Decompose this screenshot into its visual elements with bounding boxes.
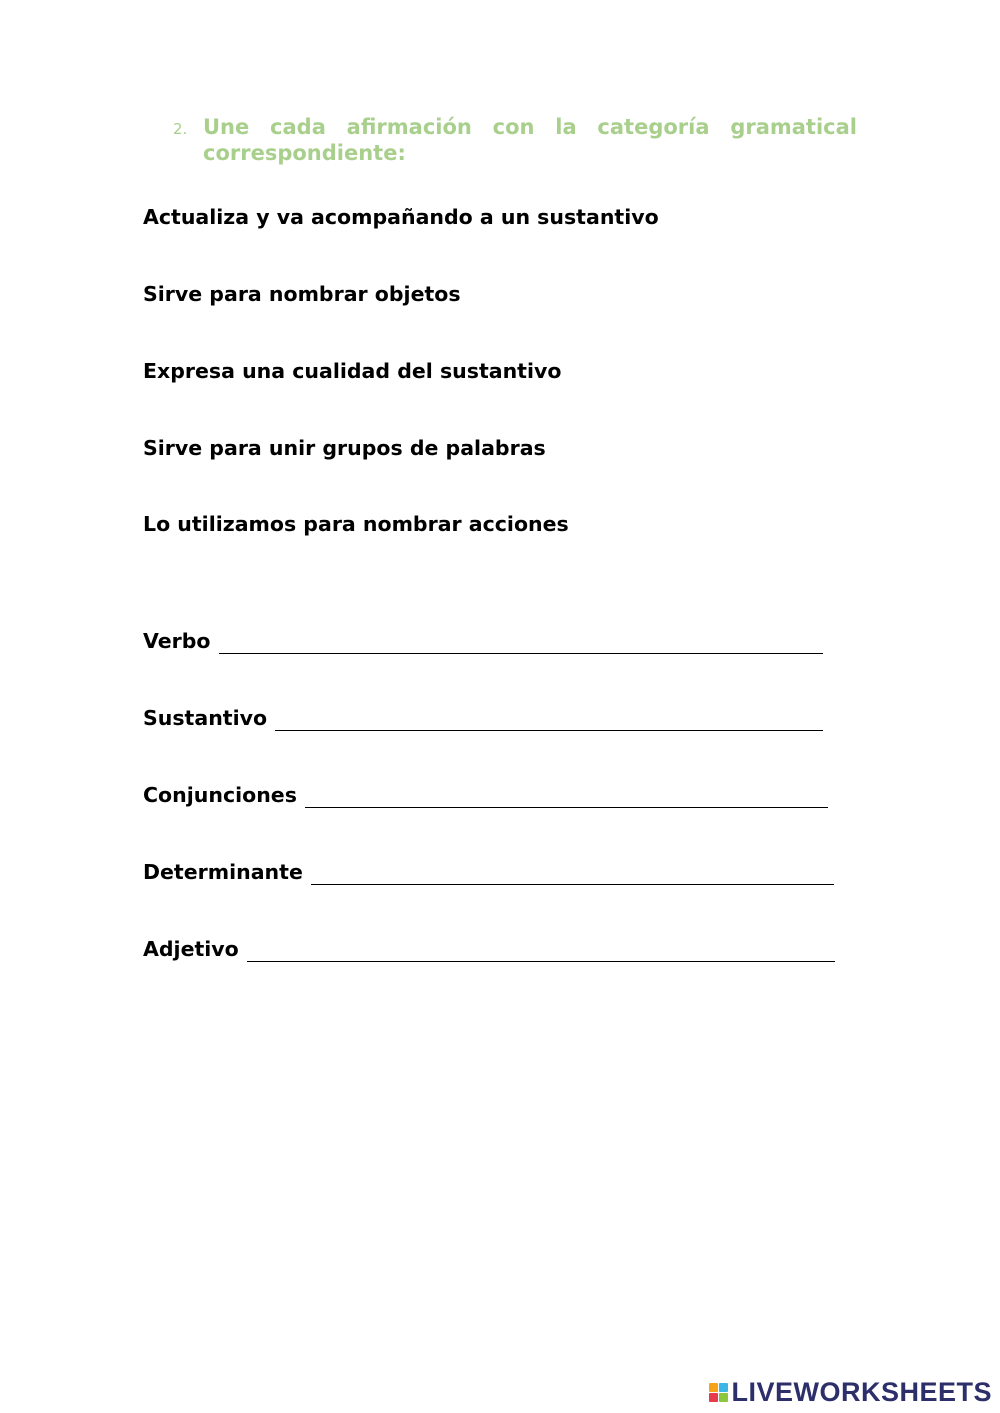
liveworksheets-logo[interactable] [709,1377,992,1408]
answer-field-verbo[interactable] [219,631,823,654]
logo-blocks-icon [709,1383,728,1402]
instruction-heading [173,114,857,166]
answer-field-sustantivo[interactable] [275,708,823,731]
answer-label-adjetivo: Adjetivo [143,937,239,961]
answer-label-conjunciones: Conjunciones [143,783,297,807]
answer-field-determinante[interactable] [311,862,834,885]
answer-field-adjetivo[interactable] [247,939,835,962]
answer-label-verbo: Verbo [143,629,211,653]
answer-field-conjunciones[interactable] [305,785,828,808]
answer-label-determinante: Determinante [143,860,303,884]
answer-row-determinante [143,855,834,885]
statement-1: Actualiza y va acompañando a un sustantivo [143,205,659,229]
answer-row-adjetivo [143,932,835,962]
statement-4: Sirve para unir grupos de palabras [143,436,546,460]
instruction-text: Une cada afirmación con la categoría gramatical correspondiente: [203,115,857,165]
statement-5: Lo utilizamos para nombrar acciones [143,512,569,536]
statement-2: Sirve para nombrar objetos [143,282,461,306]
logo-text: LIVEWORKSHEETS [731,1377,992,1407]
answer-row-conjunciones [143,778,828,808]
statement-3: Expresa una cualidad del sustantivo [143,359,562,383]
answer-row-verbo [143,624,823,654]
answer-row-sustantivo [143,701,823,731]
answer-label-sustantivo: Sustantivo [143,706,268,730]
instruction-number: 2. [173,120,188,138]
